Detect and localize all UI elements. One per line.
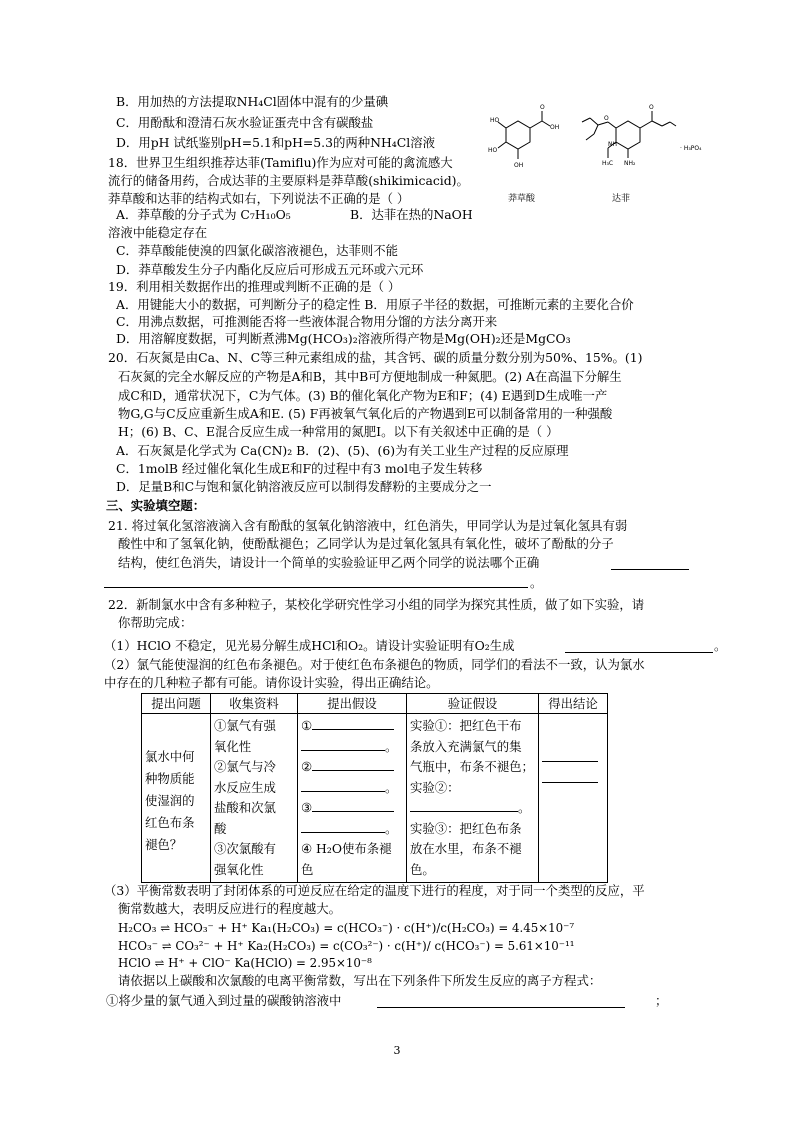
- info-cell: ①氯气有强 氧化性 ②氯气与冷 水反应生成 盐酸和次氯 酸 ③次氯酸有 强氧化性: [211, 714, 298, 883]
- hypothesis-3-blank[interactable]: [312, 799, 394, 812]
- q18-option-c: C．莽草酸能使溴的四氯化碳溶液褪色，达菲则不能: [116, 243, 399, 258]
- hypothesis-1-blank-2[interactable]: [301, 738, 385, 751]
- shikimic-acid-structure: [498, 111, 550, 159]
- experiment-table: [141, 693, 608, 883]
- q17-option-d: D．用pH 试纸鉴别pH=5.1和pH=5.3的两种NH₄Cl溶液: [116, 135, 436, 150]
- q21-line-3: 结构，使红色消失，请设计一个简单的实验验证甲乙两个同学的说法哪个正确: [118, 555, 540, 570]
- svg-text:H₃C: H₃C: [602, 160, 614, 167]
- q22-part3-line-1: （3）平衡常数表明了封闭体系的可逆反应在给定的温度下进行的程度，对于同一个类型的反应，平: [104, 883, 645, 898]
- svg-text:OH: OH: [550, 124, 560, 131]
- q21-end: 。: [530, 575, 543, 590]
- table-header-row: [142, 694, 608, 714]
- conclusion-cell: [539, 714, 608, 883]
- q22-part2-a: （2）氯气能使湿润的红色布条褪色。对于使红色布条褪色的物质，同学们的看法不一致，认为氯水: [104, 657, 645, 672]
- structure-figure: [484, 98, 716, 210]
- q18-option-b-cont: 溶液中能稳定存在: [108, 225, 208, 240]
- conclusion-blank-2[interactable]: [542, 770, 598, 783]
- q22-part2-b: 中存在的几种粒子都有可能。请你设计实验，得出正确结论。: [104, 675, 439, 690]
- verify-cell: 实验①：把红色干布 条放入充满氯气的集 气瓶中，布条不褪色； 实验②： 。 实验③：把红色布条 放在水里，布条不褪 色。: [407, 714, 539, 883]
- svg-text:HO: HO: [488, 147, 498, 154]
- figure-label-right: 达菲: [612, 194, 631, 204]
- q18-option-a: A．莽草酸的分子式为 C₇H₁₀O₅: [116, 207, 291, 222]
- verify-2-blank[interactable]: [410, 799, 518, 812]
- q18-option-b: B．达菲在热的NaOH: [350, 207, 473, 222]
- q20-line-5: H；(6) B、C、E混合反应生成一种常用的氮肥I。以下有关叙述中正确的是（ ）: [118, 424, 559, 439]
- equation-2: HCO₃⁻ ⇌ CO₃²⁻ + H⁺ Ka₂(H₂CO₃) = c(CO₃²⁻) · c(H⁺)/ c(HCO₃⁻) = 5.61×10⁻¹¹: [118, 939, 575, 953]
- q19-option-d: D．用溶解度数据，可判断煮沸Mg(HCO₃)₂溶液所得产物是Mg(OH)₂还是MgCO₃: [116, 331, 571, 346]
- q22-part3-line-2: 衡常数越大，表明反应进行的程度越大。: [118, 901, 342, 916]
- q18-option-d: D．莽草酸发生分子内酯化反应后可形成五元环或六元环: [116, 262, 424, 277]
- q19-option-c: C．用沸点数据，可推测能否将一些液体混合物用分馏的方法分离开来: [116, 314, 498, 329]
- q21-line-2: 酸性中和了氢氧化钠，使酚酞褪色；乙同学认为是过氧化氢具有氧化性，破坏了酚酞的分子: [118, 536, 614, 551]
- q22-part1-blank[interactable]: [565, 640, 713, 653]
- table-row: [142, 714, 608, 883]
- hypothesis-2-blank-2[interactable]: [301, 779, 385, 792]
- table-header: 验证假设: [407, 694, 539, 714]
- q22-part3-end: ；: [655, 993, 668, 1008]
- q22-part3-line-3: 请依据以上碳酸和次氯酸的电离平衡常数，写出在下列条件下所发生反应的离子方程式：: [118, 973, 602, 988]
- hypothesis-1-blank[interactable]: [312, 717, 394, 730]
- q22-line-2: 你帮助完成：: [118, 615, 193, 630]
- q22-line-1: 22．新制氯水中含有多种粒子，某校化学研究性学习小组的同学为探究其性质，做了如下实验，请: [108, 597, 645, 612]
- q22-part3-answer-blank[interactable]: [377, 995, 625, 1008]
- table-header: 收集资料: [211, 694, 298, 714]
- hypothesis-cell: ① 。 ② 。 ③ 。 ④ H₂O使布条褪 色: [298, 714, 407, 883]
- q17-option-c: C．用酚酞和澄清石灰水验证蛋壳中含有碳酸盐: [116, 115, 374, 130]
- q20-line-3: 成C和D，通常状况下，C为气体。(3) B的催化氧化产物为E和F；(4) E遇到D生成唯一产: [118, 388, 608, 403]
- q20-option-ab: A．石灰氮是化学式为 Ca(CN)₂ B．(2)、(5)、(6)为有关工业生产过程的反应原理: [116, 443, 569, 458]
- q18-stem-3: 莽草酸和达菲的结构式如右，下列说法不正确的是（ ）: [108, 191, 410, 206]
- table-header: 得出结论: [539, 694, 608, 714]
- equation-1: H₂CO₃ ⇌ HCO₃⁻ + H⁺ Ka₁(H₂CO₃) = c(HCO₃⁻) · c(H⁺)/c(H₂CO₃) = 4.45×10⁻⁷: [118, 921, 575, 935]
- q20-line-1: 20．石灰氮是由Ca、N、C等三种元素组成的盐，其含钙、碳的质量分数分别为50%、15%。(1): [108, 350, 643, 365]
- q18-stem-2: 流行的储备用药，合成达菲的主要原料是莽草酸(shikimicacid)。: [108, 173, 469, 188]
- q20-line-2: 石灰氮的完全水解反应的产物是A和B，其中B可方便地制成一种氮肥。(2) A在高温下分解生: [118, 369, 622, 384]
- q22-part3-line-4: ①将少量的氯气通入到过量的碳酸钠溶液中: [106, 993, 342, 1008]
- q19-stem: 19．利用相关数据作出的推理或判断不正确的是（ ）: [108, 279, 401, 294]
- q21-line-1: 21. 将过氧化氢溶液滴入含有酚酞的氢氧化钠溶液中，红色消失，甲同学认为是过氧化氢具有弱: [108, 518, 628, 533]
- q20-option-c: C．1molB 经过催化氧化生成E和F的过程中有3 mol电子发生转移: [116, 461, 483, 476]
- hypothesis-3-blank-2[interactable]: [301, 820, 385, 833]
- q20-option-d: D．足量B和C与饱和氯化钠溶液反应可以制得发酵粉的主要成分之一: [116, 479, 492, 494]
- svg-text:NH₂: NH₂: [624, 160, 636, 167]
- svg-text:O: O: [604, 115, 609, 122]
- conclusion-blank-1[interactable]: [542, 749, 598, 762]
- svg-text:HO: HO: [490, 117, 500, 124]
- table-header: 提出假设: [298, 694, 407, 714]
- q22-part1: （1）HClO 不稳定，见光易分解生成HCl和O₂。请设计实验证明有O₂生成: [104, 638, 515, 653]
- tamiflu-structure: [582, 111, 676, 158]
- q21-answer-blank-1[interactable]: [611, 557, 689, 570]
- figure-label-left: 莽草酸: [508, 194, 536, 204]
- svg-text:NH: NH: [608, 141, 617, 148]
- q18-stem-1: 18．世界卫生组织推荐达菲(Tamiflu)作为应对可能的禽流感大: [108, 155, 453, 170]
- svg-text:O: O: [540, 104, 545, 111]
- q21-answer-blank-2[interactable]: [104, 575, 528, 588]
- q22-part1-end: 。: [714, 638, 727, 653]
- q20-line-4: 物G,G与C反应重新生成A和E. (5) F再被氧气氧化后的产物遇到E可以制备常用的一种强酸: [118, 406, 613, 421]
- question-cell: 氯水中何 种物质能 使湿润的 红色布条 褪色？: [142, 714, 211, 883]
- q17-option-b: B．用加热的方法提取NH₄Cl固体中混有的少量碘: [116, 94, 389, 109]
- q19-option-ab: A．用键能大小的数据，可判断分子的稳定性 B．用原子半径的数据，可推断元素的主要化合价: [116, 297, 634, 312]
- table-header: 提出问题: [142, 694, 211, 714]
- figure-extra: · H₃PO₄: [680, 145, 702, 152]
- hypothesis-2-blank[interactable]: [312, 758, 394, 771]
- section-title: 三、实验填空题：: [106, 498, 206, 513]
- svg-text:OH: OH: [514, 162, 524, 169]
- page-number: 3: [393, 1044, 401, 1057]
- svg-text:O: O: [649, 104, 654, 111]
- equation-3: HClO ⇌ H⁺ + ClO⁻ Ka(HClO) = 2.95×10⁻⁸: [118, 956, 372, 970]
